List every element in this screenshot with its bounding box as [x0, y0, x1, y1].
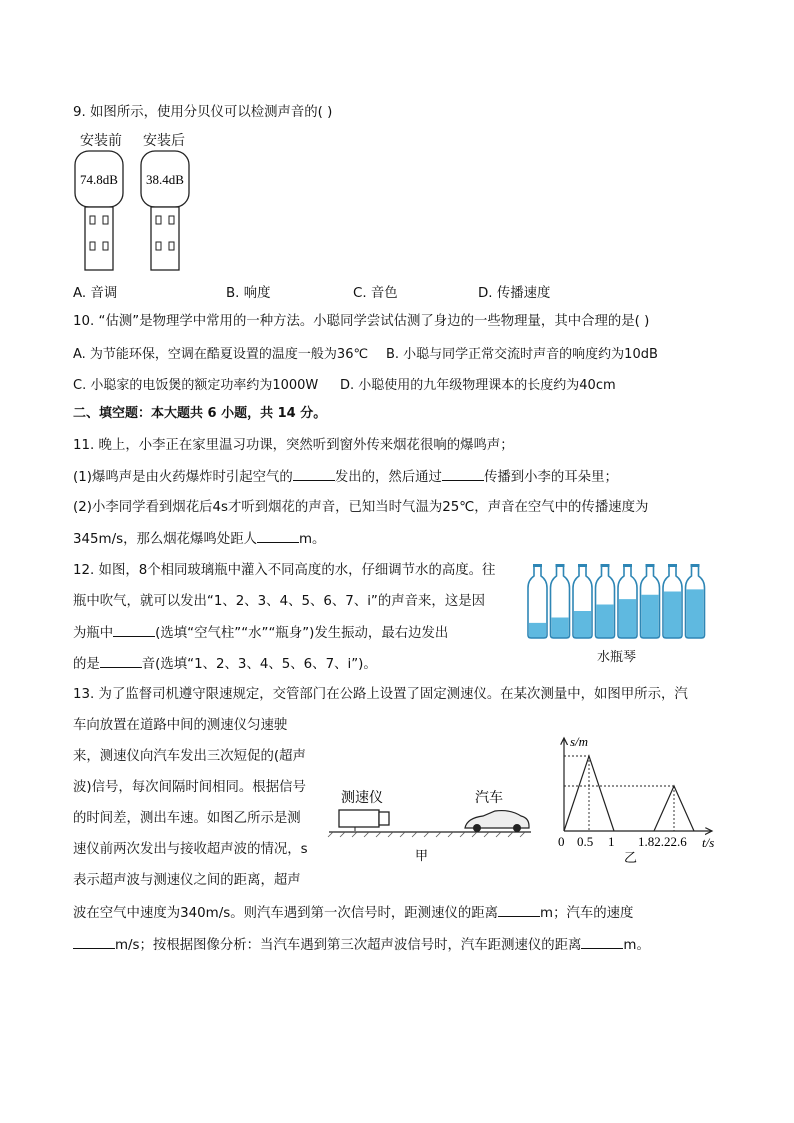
q12-line4-text-b: 音(选填“1、2、3、4、5、6、7、i”)。: [141, 657, 377, 672]
q13-line5: 的时间差，测出车速。如图乙所示是测: [73, 811, 301, 826]
figure-yi-caption: 乙: [624, 850, 638, 865]
q12-blank-2[interactable]: [100, 655, 142, 668]
x-tick-1-8-2-2-2-6: 1.82.22.6: [638, 834, 687, 849]
q12-line3: [73, 624, 448, 643]
q10-option-b: B. 小聪与同学正常交流时声音的响度约为10dB: [386, 347, 658, 362]
q11-p2-text-a: 345m/s，那么烟花爆鸣处距人: [73, 532, 257, 547]
q11-p1-text-b: 发出的，然后通过: [334, 470, 442, 485]
q13-blank-1[interactable]: [498, 904, 540, 917]
q12-line3-text-b: (选填“空气柱”“水”“瓶身”)发生振动，最右边发出: [155, 626, 449, 641]
bottle-lip: [691, 564, 700, 567]
water-fill: [687, 589, 704, 638]
water-fill: [619, 599, 636, 638]
speed-camera-figure: [325, 780, 535, 870]
decibel-meter-figure: [72, 148, 202, 278]
q13-line6: 速仪前两次发出与接收超声波的情况，s: [73, 842, 308, 857]
car-icon: [465, 811, 529, 832]
bottle-lip: [533, 564, 542, 567]
q11-p2-text-b: m。: [299, 532, 326, 547]
bottle-lip: [601, 564, 610, 567]
bottle-lip: [646, 564, 655, 567]
q11-part2-line2: [73, 530, 325, 549]
x-axis-label: t/s: [702, 835, 715, 850]
bottle-lip: [623, 564, 632, 567]
q11-stem: 11. 晚上，小李正在家里温习功课，突然听到窗外传来烟花很响的爆鸣声；: [73, 438, 514, 453]
q11-blank-1[interactable]: [293, 468, 335, 481]
q13-line1: 13. 为了监督司机遵守限速规定，交管部门在公路上设置了固定测速仪。在某次测量中，如图甲所示，汽: [73, 687, 688, 702]
decibel-meter-before: [75, 151, 123, 270]
bottles-caption: 水瓶琴: [597, 650, 637, 665]
q9-option-d: D. 传播速度: [478, 286, 551, 301]
water-fill: [642, 595, 659, 638]
q13-line9-text-a: m/s；按根据图像分析：当汽车遇到第三次超声波信号时，汽车距测速仪的距离: [115, 938, 582, 953]
q12-line2: 瓶中吹气，就可以发出“1、2、3、4、5、6、7、i”的声音来，这是因: [73, 594, 485, 609]
q13-line4: 波)信号，每次间隔时间相同。根据信号: [73, 780, 306, 795]
q11-p1-text-c: 传播到小李的耳朵里；: [483, 470, 618, 485]
q12-line3-text-a: 为瓶中: [73, 626, 114, 641]
st-graph: [552, 730, 732, 865]
q12-line4-text-a: 的是: [73, 657, 100, 672]
meter-after-label: 安装后: [143, 134, 185, 149]
water-fill: [597, 605, 614, 638]
bottle-lip: [668, 564, 677, 567]
q12-line1: 12. 如图，8个相同玻璃瓶中灌入不同高度的水，仔细调节水的高度。往: [73, 563, 496, 578]
q10-option-c: C. 小聪家的电饭煲的额定功率约为1000W: [73, 378, 319, 393]
water-bottle: [663, 564, 682, 638]
q13-line9: [73, 936, 650, 955]
device-label: 测速仪: [341, 791, 383, 806]
q13-line3: 来，测速仪向汽车发出三次短促的(超声: [73, 749, 306, 764]
car-label: 汽车: [475, 791, 503, 806]
signal-series-2: [654, 786, 694, 831]
q12-line4: [73, 655, 377, 674]
water-fill: [574, 611, 591, 638]
decibel-meter-after: [141, 151, 189, 270]
q9-option-a: A. 音调: [73, 286, 118, 301]
q13-line8-text-b: m；汽车的速度: [540, 906, 634, 921]
water-fill: [664, 592, 681, 638]
q13-line7: 表示超声波与测速仪之间的距离，超声: [73, 873, 301, 888]
water-bottle: [551, 564, 570, 638]
x-tick-0-5: 0.5: [577, 834, 594, 849]
q9-stem: 9. 如图所示，使用分贝仪可以检测声音的( ): [73, 105, 333, 120]
q10-option-a: A. 为节能环保，空调在酷夏设置的温度一般为36℃: [73, 347, 369, 362]
x-tick-1: 1: [608, 834, 615, 849]
speed-camera-icon: [339, 810, 389, 831]
figure-jia-caption: 甲: [415, 848, 429, 863]
bottle-lip: [578, 564, 587, 567]
q13-blank-3[interactable]: [581, 936, 623, 949]
q13-line2: 车向放置在道路中间的测速仪匀速驶: [73, 718, 288, 733]
q12-blank-1[interactable]: [113, 624, 155, 637]
q10-stem: 10. “估测”是物理学中常用的一种方法。小聪同学尝试估测了身边的一些物理量，其中合理的是( ): [73, 314, 650, 329]
water-bottle: [641, 564, 660, 638]
water-bottles-figure: [524, 562, 724, 642]
q11-blank-2[interactable]: [442, 468, 484, 481]
q13-line8: [73, 904, 633, 923]
meter-after-value: 38.4dB: [146, 172, 184, 187]
water-bottle: [528, 564, 547, 638]
meter-before-value: 74.8dB: [80, 172, 118, 187]
water-bottle: [686, 564, 705, 638]
y-axis-label: s/m: [570, 734, 589, 749]
q9-option-c: C. 音色: [353, 286, 398, 301]
q13-line9-text-b: m。: [623, 938, 650, 953]
bottle-lip: [556, 564, 565, 567]
water-fill: [552, 617, 569, 638]
q11-p1-text-a: (1)爆鸣声是由火药爆炸时引起空气的: [73, 470, 293, 485]
q11-part1: [73, 468, 618, 487]
q13-line8-text-a: 波在空气中速度为340m/s。则汽车遇到第一次信号时，距测速仪的距离: [73, 906, 499, 921]
q10-option-d: D. 小聪使用的九年级物理课本的长度约为40cm: [340, 378, 616, 393]
origin-label: 0: [558, 834, 565, 849]
water-bottle: [618, 564, 637, 638]
water-bottle: [596, 564, 615, 638]
meter-before-label: 安装前: [80, 134, 122, 149]
water-bottle: [573, 564, 592, 638]
q11-blank-3[interactable]: [257, 530, 299, 543]
q13-blank-2[interactable]: [73, 936, 115, 949]
water-fill: [529, 623, 546, 638]
q11-part2-line1: (2)小李同学看到烟花后4s才听到烟花的声音，已知当时气温为25℃，声音在空气中的传播速度为: [73, 500, 649, 515]
road-hatch: [328, 832, 525, 837]
section2-title: 二、填空题：本大题共 6 小题，共 14 分。: [73, 406, 327, 421]
q9-option-b: B. 响度: [226, 286, 271, 301]
